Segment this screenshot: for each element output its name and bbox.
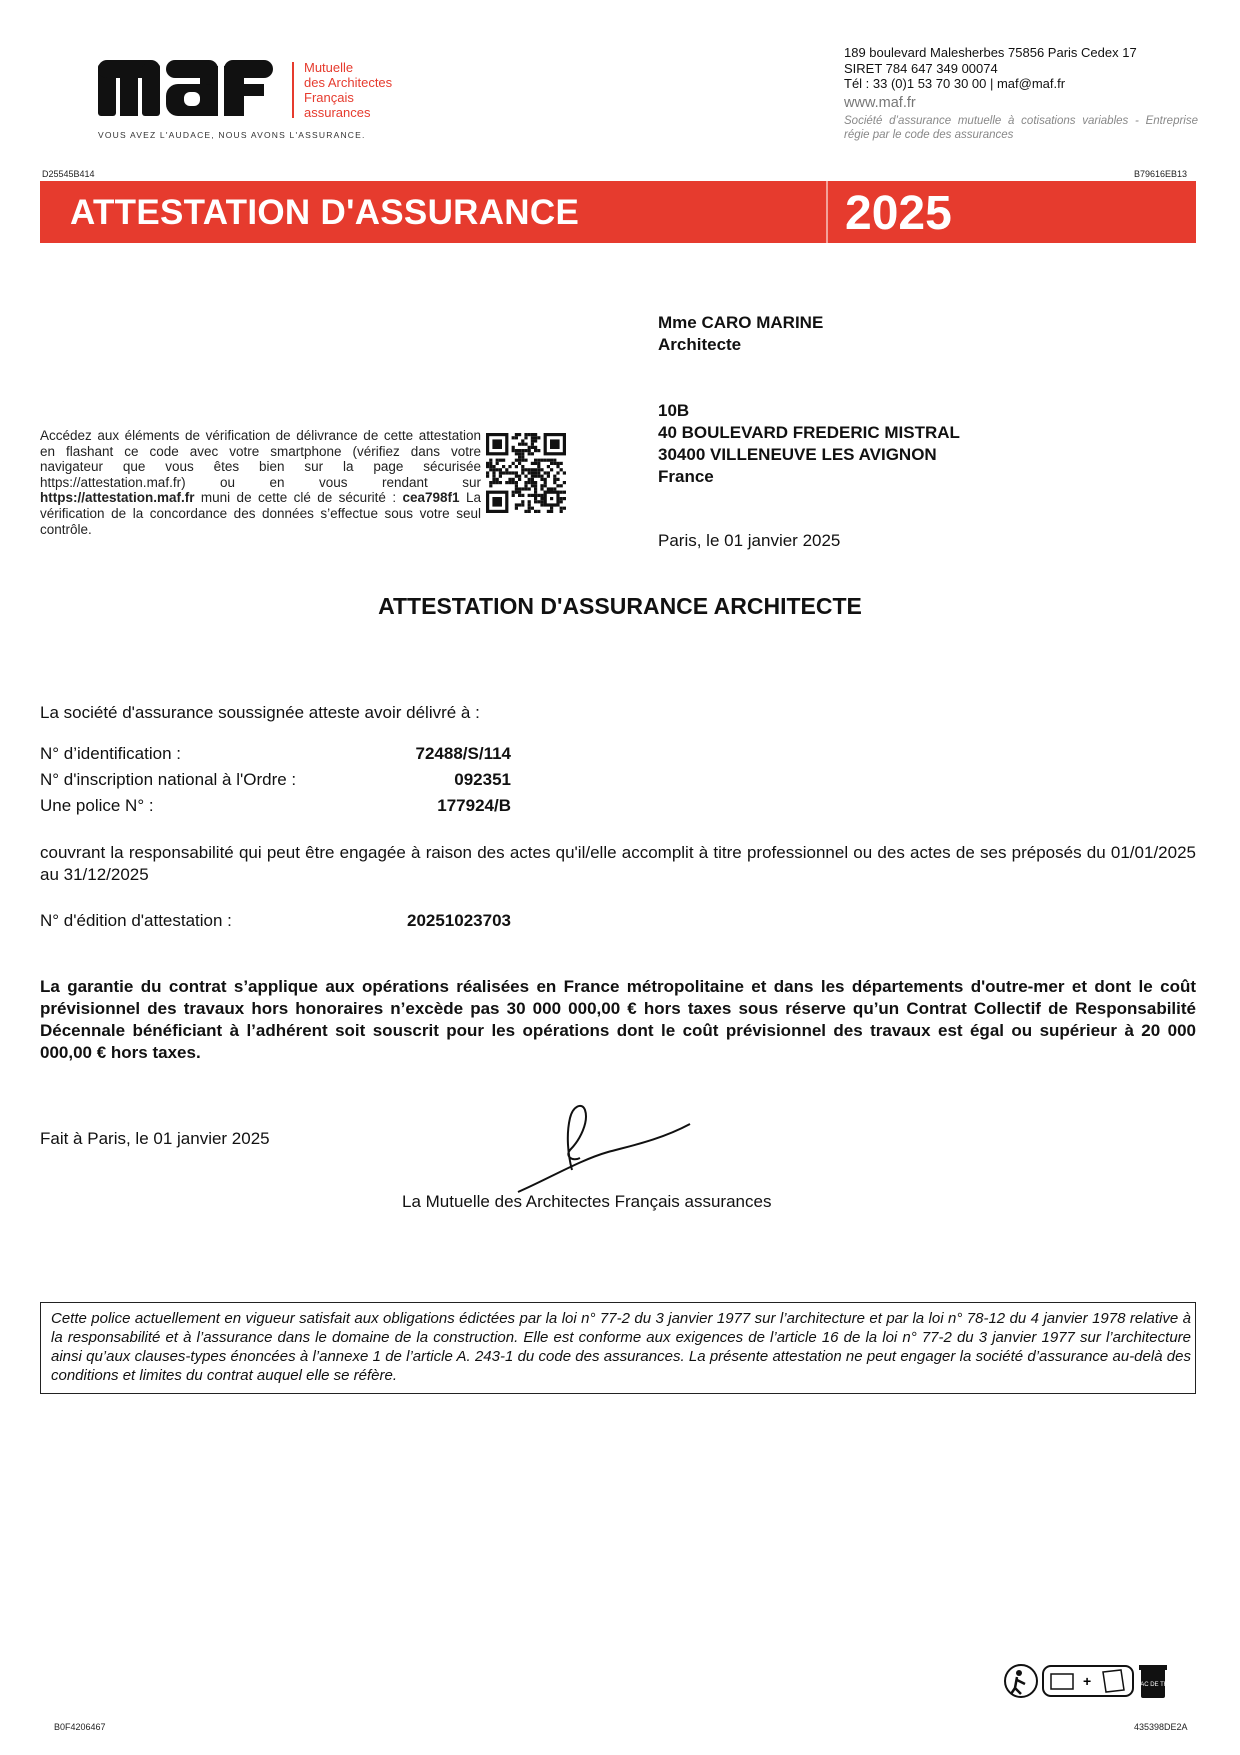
policy-label: Une police N° :	[40, 796, 154, 815]
ordre-number-label: N° d'inscription national à l'Ordre :	[40, 770, 297, 789]
logo-tagline: VOUS AVEZ L'AUDACE, NOUS AVONS L'ASSURANCE.	[98, 130, 366, 140]
verification-text-3: La vérification de la concordance des données s’effectue sous votre seul contrôle.	[40, 490, 481, 537]
signature	[510, 1100, 700, 1200]
coverage-text: couvrant la responsabilité qui peut être engagée à raison des actes qu'il/elle accomplit à titre professionnel ou des actes de ses préposés du 01/01/2025 au 31/12/2025	[40, 843, 1196, 884]
logo-divider	[292, 62, 294, 118]
place-date: Paris, le 01 janvier 2025	[658, 531, 841, 550]
recipient-address-line: France	[658, 467, 714, 486]
company-info	[844, 45, 1198, 142]
verification-text-1: Accédez aux éléments de vérification de délivrance de cette attestation en flashant ce code avec votre smartphone (vérifiez dans votre navigateur que vous êtes bien sur la page sécurisée https://attestation.maf.fr) ou en vous rendant sur	[40, 428, 481, 490]
recipient-address-line: 30400 VILLENEUVE LES AVIGNON	[658, 445, 937, 464]
guarantee-text: La garantie du contrat s’applique aux opérations réalisées en France métropolitaine et dans les départements d'outre-mer et dont le coût prévisionnel des travaux hors honoraires n’excède pas 30 000 000,00 € hors taxes sous réserve qu’un Contrat Collectif de Responsabilité Décennale bénéficiant à l’adhérent soit souscrit pour les opérations dont le coût prévisionnel des travaux est égal ou supérieur à 20 000 000,00 € hors taxes.	[40, 977, 1196, 1062]
recycling-info-icon	[1003, 1662, 1173, 1700]
legal-notice: Cette police actuellement en vigueur satisfait aux obligations édictées par la loi n° 77-2 du 3 janvier 1977 sur l’architecture et par la loi n° 78-12 du 4 janvier 1978 relative à la responsabilité et à l’assurance dans le domaine de la construction. Elle est conforme aux exigences de l’article 16 de la loi n° 77-2 du 3 janvier 1977 sur l’architecture ainsi qu’aux clauses-types énoncées à l’annexe 1 de l’article A. 243-1 du code des assurances. La présente attestation ne peut engager la société d’assurance au-delà des conditions et limites du contrat auquel elle se réfère.	[51, 1310, 1191, 1384]
doc-code-top-left: D25545B414	[42, 169, 95, 179]
company-contact: Tél : 33 (0)1 53 70 30 00 | maf@maf.fr	[844, 76, 1066, 91]
company-legal-note: Société d’assurance mutuelle à cotisations variables - Entreprise régie par le code des assurances	[844, 115, 1198, 141]
doc-code-bottom-right: 435398DE2A	[1134, 1722, 1188, 1732]
banner-year: 2025	[845, 187, 952, 240]
verification-url[interactable]: https://attestation.maf.fr	[40, 490, 195, 506]
bac-de-tri-label: BAC DE TRI	[1136, 1682, 1170, 1688]
company-address: 189 boulevard Malesherbes 75856 Paris Cedex 17	[844, 45, 1137, 60]
intro-text: La société d'assurance soussignée atteste avoir délivré à :	[40, 703, 480, 722]
logo-line: Français	[304, 90, 354, 105]
done-at-text: Fait à Paris, le 01 janvier 2025	[40, 1129, 270, 1148]
verification-text-2: muni de cette clé de sécurité :	[200, 490, 397, 506]
edition-label: N° d'édition d'attestation :	[40, 911, 232, 930]
svg-text:+: +	[1083, 1673, 1092, 1689]
maf-logo-mark	[98, 60, 273, 120]
banner-divider	[826, 181, 828, 243]
recipient-address-line: 40 BOULEVARD FREDERIC MISTRAL	[658, 423, 960, 442]
logo-line: assurances	[304, 105, 371, 120]
recipient-profession: Architecte	[658, 335, 742, 354]
signatory: La Mutuelle des Architectes Français assurances	[402, 1192, 772, 1211]
qr-code[interactable]	[486, 433, 566, 513]
logo-line: des Architectes	[304, 75, 393, 90]
verification-text	[40, 428, 481, 537]
identification-value: 72488/S/114	[415, 744, 511, 763]
company-siret: SIRET 784 647 349 00074	[844, 60, 998, 76]
security-key: cea798f1	[402, 490, 460, 506]
edition-value: 20251023703	[406, 911, 511, 930]
recipient-address-line: 10B	[658, 401, 690, 420]
ordre-number-value: 092351	[454, 770, 511, 789]
logo-line: Mutuelle	[304, 60, 354, 75]
doc-code-top-right: B79616EB13	[1134, 169, 1188, 179]
policy-value: 177924/B	[437, 796, 511, 815]
doc-code-bottom-left: B0F4206467	[54, 1722, 106, 1732]
company-website[interactable]: www.maf.fr	[844, 94, 916, 111]
recipient-name: Mme CARO MARINE	[658, 313, 824, 332]
attestation-title: ATTESTATION D'ASSURANCE ARCHITECTE	[378, 593, 862, 619]
identification-label: N° d’identification :	[40, 744, 181, 763]
banner-title: ATTESTATION D'ASSURANCE	[70, 193, 580, 232]
logo-wordmark	[304, 60, 392, 120]
